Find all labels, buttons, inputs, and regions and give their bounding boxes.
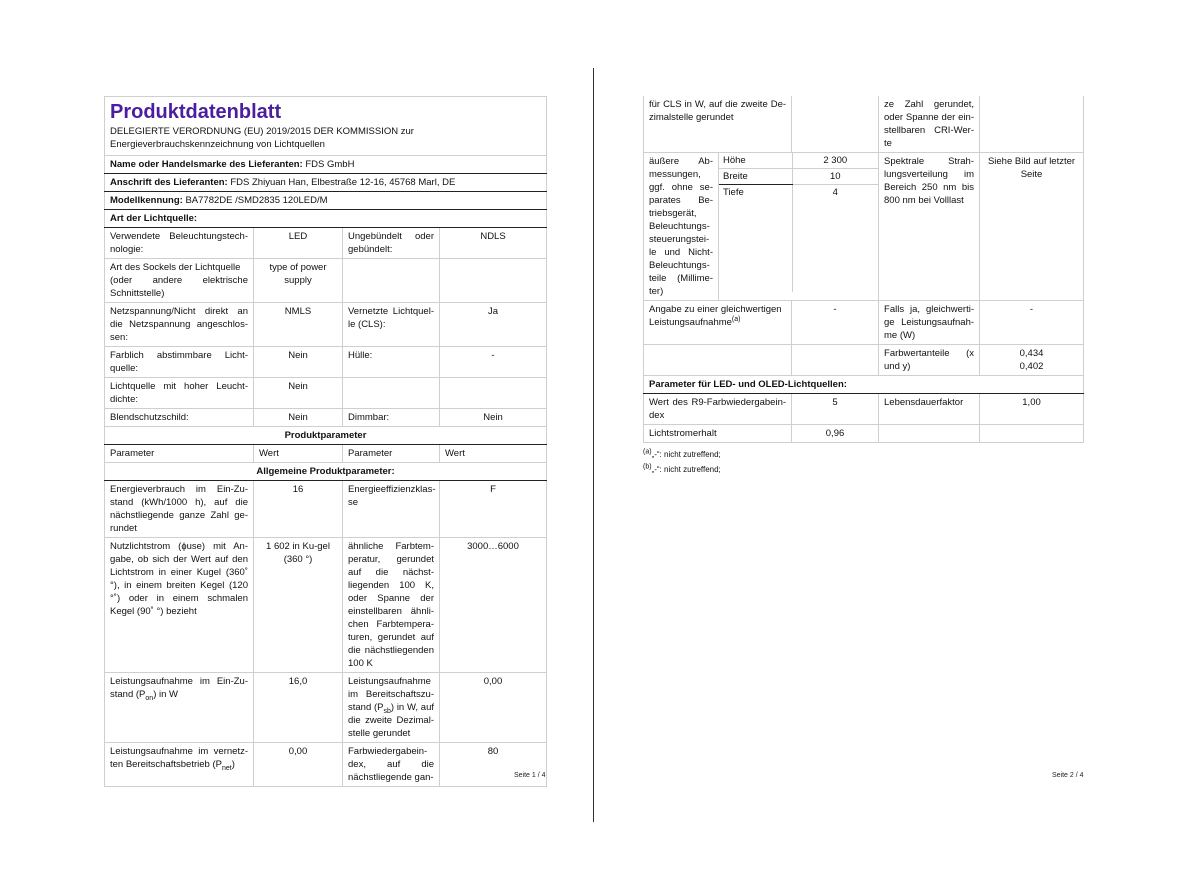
regulation-text: DELEGIERTE VERORDNUNG (EU) 2019/2015 DER KOMMISSION zur Energieverbrauchskennzeichnung von Lichtquellen bbox=[110, 126, 414, 150]
tech-label: Verwendete Beleuchtungstech-nologie: bbox=[105, 228, 254, 259]
page-number-2: Seite 2 / 4 bbox=[1052, 772, 1084, 779]
glare-label: Blendschutzschild: bbox=[105, 409, 254, 427]
mains-value: NMLS bbox=[254, 303, 343, 347]
chroma-values bbox=[980, 345, 1084, 376]
psb-value: 0,00 bbox=[440, 673, 547, 743]
cont-label-2: ze Zahl gerundet, oder Spanne der ein-stellbaren CRI-Wer-te bbox=[879, 96, 980, 153]
dim-depth-label: Tiefe bbox=[719, 185, 792, 293]
r9-label: Wert des R9-Farbwiedergabein-dex bbox=[644, 394, 792, 425]
energy-value: 16 bbox=[254, 481, 343, 538]
footnote-a: $^{(a)}$„-“: nicht zutreffend; bbox=[643, 448, 721, 459]
page-divider bbox=[593, 68, 594, 822]
cct-label: ähnliche Farbtem-peratur, gerundet auf die nächst-liegenden 100 K, oder Spanne der einstellbaren ähnli-chen Farbtempera-turen, gerundet auf die nächstliegenden 100 K bbox=[343, 538, 440, 673]
socket-value: type of power supply bbox=[254, 259, 343, 303]
cri-label: Farbwiedergabein-dex, auf die nächstliegende gan- bbox=[343, 743, 440, 787]
general-params-heading: Allgemeine Produktparameter: bbox=[105, 463, 547, 481]
dim-depth-value: 4 bbox=[832, 187, 838, 198]
supplier-address-label: Anschrift des Lieferanten: bbox=[110, 177, 228, 188]
page-2 bbox=[643, 96, 1083, 474]
type-heading: Art der Lichtquelle: bbox=[105, 210, 547, 228]
col-param-2: Parameter bbox=[343, 445, 440, 463]
footnote-b: $^{(b)}$„-“: nicht zutreffend; bbox=[643, 463, 721, 474]
pnet-value: 0,00 bbox=[254, 743, 343, 787]
envelope-value: - bbox=[440, 347, 547, 378]
col-param-1: Parameter bbox=[105, 445, 254, 463]
bundle-label: Ungebündelt oder gebündelt: bbox=[343, 228, 440, 259]
led-params-heading: Parameter für LED- und OLED-Lichtquellen: bbox=[644, 376, 1084, 394]
luminance-value: Nein bbox=[254, 378, 343, 409]
socket-label-2: (oder andere elektrische Schnittstelle) bbox=[110, 275, 248, 299]
tech-value: LED bbox=[254, 228, 343, 259]
dimmable-value: Nein bbox=[440, 409, 547, 427]
dim-height-value: 2 300 bbox=[792, 153, 878, 169]
dim-height-label: Höhe bbox=[719, 153, 792, 169]
page-title: Produktdatenblatt bbox=[110, 101, 282, 123]
dimmable-label: Dimmbar: bbox=[343, 409, 440, 427]
col-value-1: Wert bbox=[254, 445, 343, 463]
maintenance-label: Lichtstromerhalt bbox=[644, 425, 792, 443]
supplier-address-value: FDS Zhiyuan Han, Elbestraße 12-16, 45768 Marl, DE bbox=[230, 177, 456, 188]
lifetime-value: 1,00 bbox=[980, 394, 1084, 425]
page-number-1: Seite 1 / 4 bbox=[514, 772, 546, 779]
supplier-name-value: FDS GmbH bbox=[305, 159, 355, 170]
tunable-value: Nein bbox=[254, 347, 343, 378]
dims-label: äußere Ab-messungen, ggf. ohne se-parates Be-triebsgerät, Beleuchtungs-steuerungstei-le und Nicht-Beleuchtungs-teile (Millime-ter) bbox=[644, 153, 719, 301]
dim-width-label: Breite bbox=[719, 169, 792, 185]
mains-label: Netzspannung/Nicht direkt an die Netzspannung angeschlos-sen: bbox=[105, 303, 254, 347]
equiv-value: - bbox=[792, 301, 879, 345]
ifyes-value: - bbox=[980, 301, 1084, 345]
glare-value: Nein bbox=[254, 409, 343, 427]
dim-width-value: 10 bbox=[792, 169, 878, 185]
spectral-label: Spektrale Strah-lungsverteilung im Bereich 250 nm bis 800 nm bei Volllast bbox=[879, 153, 980, 301]
bundle-value: NDLS bbox=[440, 228, 547, 259]
datasheet-table-continued bbox=[643, 96, 1084, 443]
model-label: Modellkennung: bbox=[110, 195, 183, 206]
chroma-y: 0,402 bbox=[1019, 361, 1044, 372]
equiv-label: Angabe zu einer gleichwertigen Leistungsaufnahme$^{(a)}$ bbox=[644, 301, 792, 345]
dims-table bbox=[719, 153, 878, 292]
supplier-name-label: Name oder Handelsmarke des Lieferanten: bbox=[110, 159, 303, 170]
maintenance-value: 0,96 bbox=[792, 425, 879, 443]
cont-label: für CLS in W, auf die zweite De-zimalstelle gerundet bbox=[644, 96, 792, 153]
cls-value: Ja bbox=[440, 303, 547, 347]
pon-label: Leistungsaufnahme im Ein-Zu-stand $(P_{on})$ in W bbox=[105, 673, 254, 743]
tunable-label: Farblich abstimmbare Licht-quelle: bbox=[105, 347, 254, 378]
pon-value: 16,0 bbox=[254, 673, 343, 743]
class-label: Energieeffizienzklas-se bbox=[343, 481, 440, 538]
class-value: F bbox=[440, 481, 547, 538]
model-value: BA7782DE /SMD2835 120LED/M bbox=[185, 195, 328, 206]
cct-value: 3000…6000 bbox=[440, 538, 547, 673]
ifyes-label: Falls ja, gleichwerti-ge Leistungsaufnah-me (W) bbox=[879, 301, 980, 345]
cls-label: Vernetzte Lichtquel-le (CLS): bbox=[343, 303, 440, 347]
socket-label: Art des Sockels der Lichtquelle bbox=[110, 262, 241, 273]
chroma-label: Farbwertanteile (x und y) bbox=[879, 345, 980, 376]
chroma-x: 0,434 bbox=[1019, 348, 1044, 359]
pnet-label: Leistungsaufnahme im vernetz-ten Bereitschaftsbetrieb $(P_{net})$ bbox=[105, 743, 254, 787]
flux-label: Nutzlichtstrom (ɸuse) mit An-gabe, ob sich der Wert auf den Lichtstrom in einer Kugel (360˚ °), in einem breiten Kegel (120 °˚) oder in einem schmalen Kegel (90˚ °) bezieht bbox=[105, 538, 254, 673]
datasheet-table bbox=[104, 96, 547, 787]
footnotes bbox=[643, 447, 1083, 477]
envelope-label: Hülle: bbox=[343, 347, 440, 378]
energy-label: Energieverbrauch im Ein-Zu-stand (kWh/1000 h), auf die nächstliegende ganze Zahl ge-rundet bbox=[105, 481, 254, 538]
psb-label: Leistungsaufnahme im Bereitschaftszu-stand $(P_{sb})$ in W, auf die zweite Dezimal-stelle gerundet bbox=[343, 673, 440, 743]
r9-value: 5 bbox=[792, 394, 879, 425]
product-params-heading: Produktparameter bbox=[105, 427, 547, 445]
cri-value: 80 bbox=[440, 743, 547, 787]
luminance-label: Lichtquelle mit hoher Leucht-dichte: bbox=[105, 378, 254, 409]
col-value-2: Wert bbox=[440, 445, 547, 463]
flux-value: 1 602 in Ku-gel (360 °) bbox=[254, 538, 343, 673]
lifetime-label: Lebensdauerfaktor bbox=[879, 394, 980, 425]
spectral-value: Siehe Bild auf letzter Seite bbox=[980, 153, 1084, 301]
